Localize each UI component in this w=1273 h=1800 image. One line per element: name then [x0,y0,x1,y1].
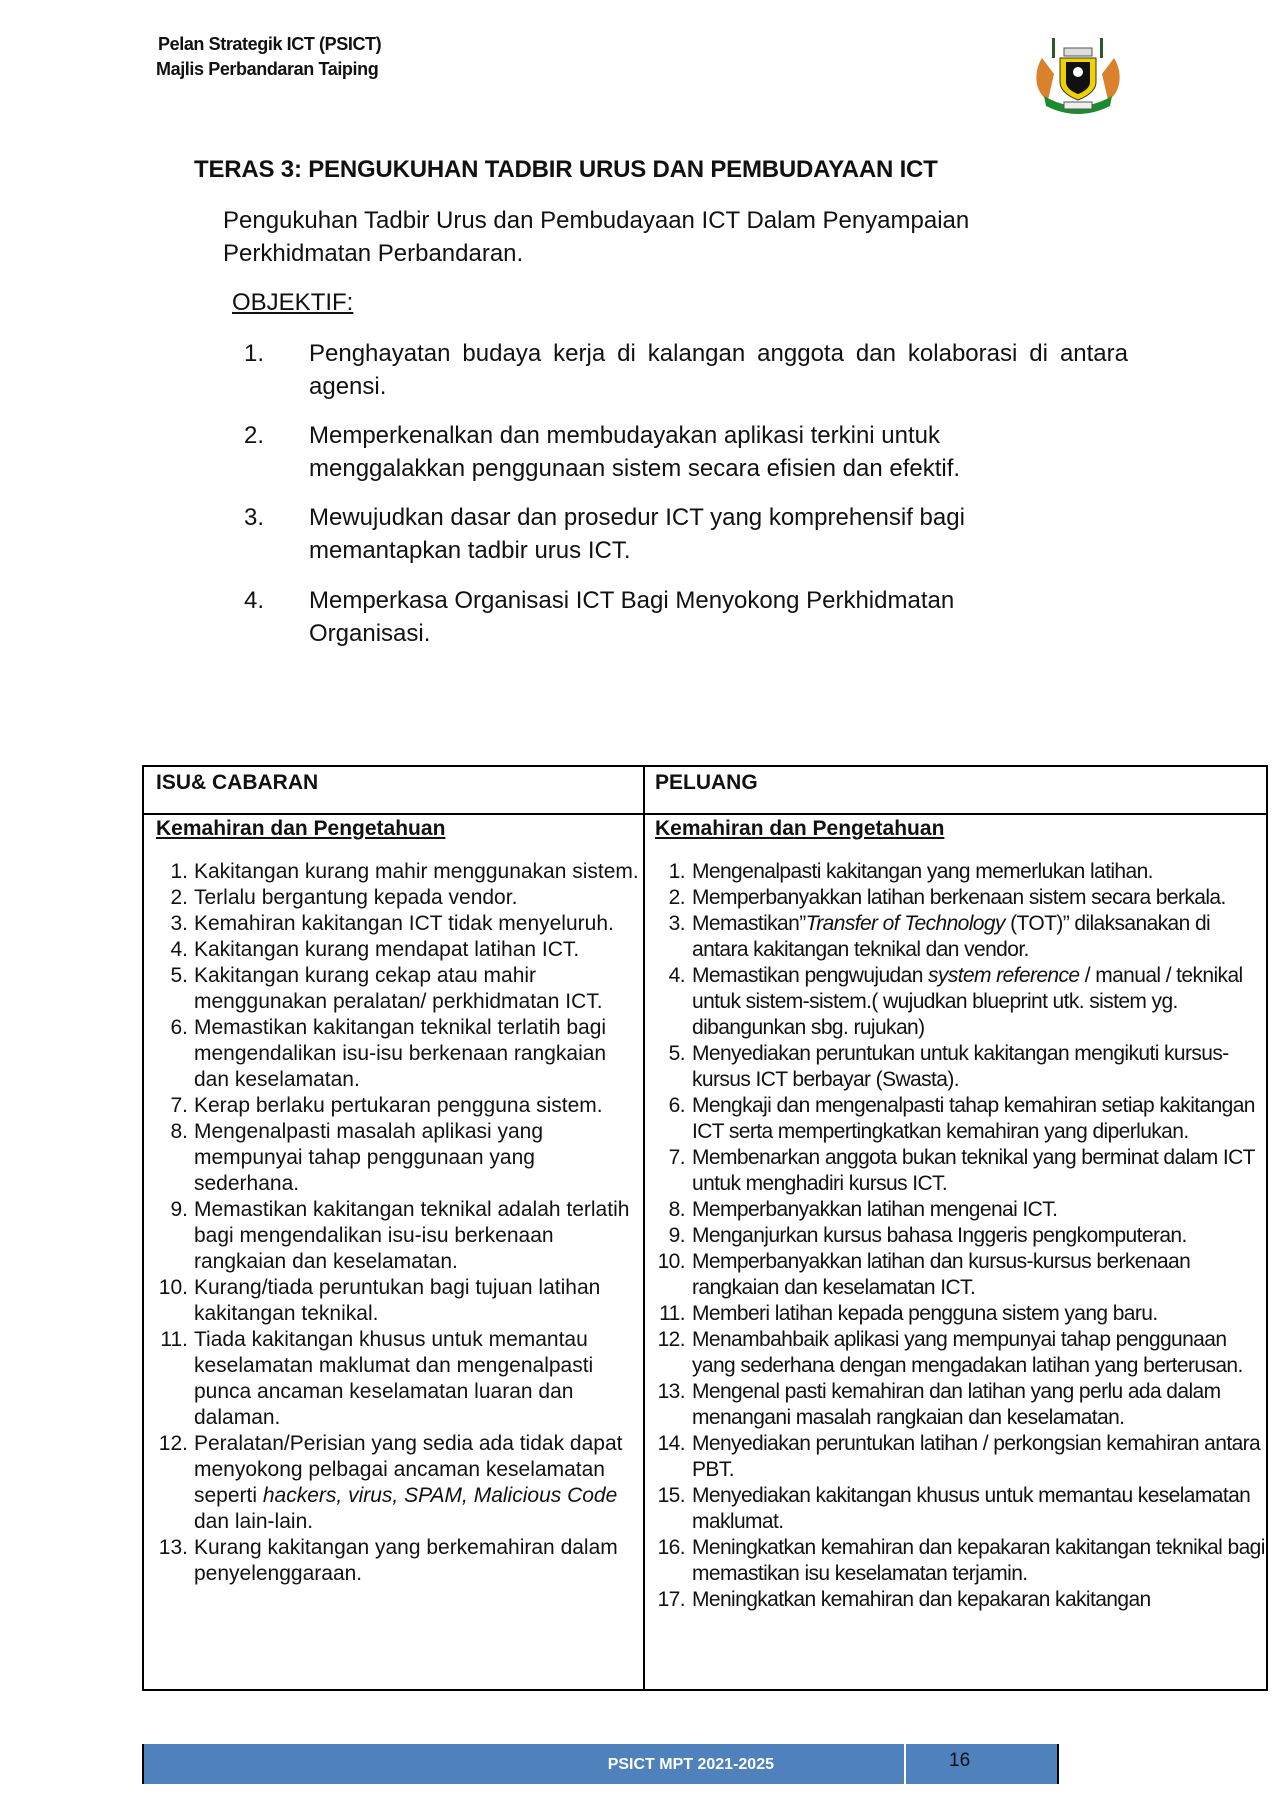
item-text: Memastikan”Transfer of Technology (TOT)” dilaksanakan di antara kakitangan teknikal dan vendor. [692,912,1211,961]
header-organization: Majlis Perbandaran Taiping [156,59,379,79]
item-text: Membenarkan anggota bukan teknikal yang berminat dalam ICT untuk menghadiri kursus ICT. [692,1146,1255,1195]
item-number: 2. [244,422,265,449]
item-text: Mewujudkan dasar dan prosedur ICT yang komprehensif bagi memantapkan tadbir urus ICT. [309,504,965,564]
item-number: 16. [657,1536,685,1559]
issues-list [144,859,641,1687]
column-header-isu-cabaran: ISU& CABARAN [156,771,319,794]
list-item [144,937,641,963]
item-text: Menyediakan peruntukan untuk kakitangan mengikuti kursus-kursus ICT berbayar (Swasta). [692,1042,1229,1091]
item-number: 4. [244,587,265,614]
item-number: 2. [170,886,188,909]
item-text: Meningkatkan kemahiran dan kepakaran kakitangan [692,1588,1151,1611]
item-text: Menambahbaik aplikasi yang mempunyai tahap penggunaan yang sederhana dengan mengadakan latihan yang berterusan. [692,1328,1243,1377]
section-title: TERAS 3: PENGUKUHAN TADBIR URUS DAN PEMBUDAYAAN ICT [194,156,938,183]
opportunities-list [647,859,1267,1687]
coat-of-arms-logo-icon [1030,34,1126,114]
list-item [144,1327,641,1431]
list-item [647,1301,1267,1327]
list-item [144,859,641,885]
list-item [647,1223,1267,1249]
item-text: Mengenalpasti masalah aplikasi yang mempunyai tahap penggunaan yang sederhana. [194,1120,544,1195]
item-number: 1. [170,860,188,883]
list-item [647,1483,1267,1535]
list-item [647,911,1267,963]
item-number: 11. [160,1328,188,1351]
list-item [144,963,641,1015]
item-text: Kerap berlaku pertukaran pengguna sistem. [194,1094,603,1117]
list-item [144,1093,641,1119]
item-text: Memperbanyakkan latihan dan kursus-kursus berkenaan rangkaian dan keselamatan ICT. [692,1250,1191,1299]
item-number: 5. [668,1042,685,1065]
item-number: 15. [657,1484,685,1507]
item-text: Menyediakan peruntukan latihan / perkongsian kemahiran antara PBT. [692,1432,1261,1481]
item-number: 7. [668,1146,685,1169]
item-number: 7. [170,1094,188,1117]
item-text: Meningkatkan kemahiran dan kepakaran kakitangan teknikal bagi memastikan isu keselamatan terjamin. [692,1536,1265,1585]
footer-divider [904,1744,906,1784]
item-number: 6. [668,1094,685,1117]
column-header-peluang: PELUANG [655,771,758,794]
list-item [647,1327,1267,1379]
item-number: 3. [170,912,188,935]
item-number: 14. [657,1432,685,1455]
list-item [647,1145,1267,1197]
item-number: 12. [657,1328,685,1351]
objective-item [244,419,1024,485]
item-number: 8. [170,1120,188,1143]
item-text: Tiada kakitangan khusus untuk memantau keselamatan maklumat dan mengenalpasti punca ancaman keselamatan luaran dan dalaman. [194,1328,594,1429]
item-number: 4. [170,938,188,961]
item-number: 3. [244,504,265,531]
list-item [144,1535,641,1587]
item-number: 13. [158,1536,188,1559]
section-subtitle: Pengukuhan Tadbir Urus dan Pembudayaan ICT Dalam Penyampaian Perkhidmatan Perbandaran. [223,207,970,267]
item-text: Mengenalpasti kakitangan yang memerlukan latihan. [692,860,1153,883]
item-number: 1. [668,860,685,883]
item-number: 11. [659,1302,685,1325]
list-item [647,963,1267,1041]
item-text: Memastikan pengwujudan system reference / manual / teknikal untuk sistem-sistem.( wujudkan blueprint utk. sistem yg. dibangunkan sbg. rujukan) [692,964,1243,1039]
list-item [144,1431,641,1535]
list-item [647,1587,1267,1613]
column-divider [643,767,645,1689]
list-item [647,1431,1267,1483]
list-item [647,885,1267,911]
item-text: Peralatan/Perisian yang sedia ada tidak dapat menyokong pelbagai ancaman keselamatan seperti hackers, virus, SPAM, Malicious Code dan lain-lain. [194,1432,623,1533]
item-number: 6. [170,1016,188,1039]
list-item [647,1197,1267,1223]
item-number: 5. [170,964,188,987]
item-text: Mengenal pasti kemahiran dan latihan yang perlu ada dalam menangani masalah rangkaian dan keselamatan. [692,1380,1221,1429]
item-text: Kurang kakitangan yang berkemahiran dalam penyelenggaraan. [194,1536,618,1585]
page-number: 16 [949,1750,971,1771]
item-number: 8. [668,1198,685,1221]
item-text: Penghayatan budaya kerja di kalangan anggota dan kolaborasi di antara agensi. [309,340,1128,400]
item-text: Kakitangan kurang cekap atau mahir menggunakan peralatan/ perkhidmatan ICT. [194,964,603,1013]
item-number: 9. [668,1224,685,1247]
item-text: Kemahiran kakitangan ICT tidak menyeluruh. [194,912,614,935]
header-doc-title: Pelan Strategik ICT (PSICT) [158,34,382,54]
item-number: 1. [244,340,265,367]
item-number: 10. [158,1276,188,1299]
item-text: Kakitangan kurang mendapat latihan ICT. [194,938,580,961]
item-text: Terlalu bergantung kepada vendor. [194,886,518,909]
list-item [144,911,641,937]
item-number: 10. [657,1250,685,1273]
item-number: 2. [668,886,685,909]
item-text: Memperkenalkan dan membudayakan aplikasi terkini untuk menggalakkan penggunaan sistem secara efisien dan efektif. [309,422,961,482]
list-item [144,1197,641,1275]
item-text: Memperbanyakkan latihan berkenaan sistem secara berkala. [692,886,1226,909]
item-number: 3. [668,912,685,935]
list-item [647,1041,1267,1093]
list-item [144,885,641,911]
item-number: 4. [668,964,685,987]
objective-item [244,584,1024,650]
item-text: Menyediakan kakitangan khusus untuk memantau keselamatan maklumat. [692,1484,1251,1533]
list-item [144,1275,641,1327]
item-number: 13. [657,1380,685,1403]
item-number: 17. [657,1588,685,1611]
footer-label: PSICT MPT 2021-2025 [607,1756,774,1773]
list-item [647,1535,1267,1587]
right-subheading: Kemahiran dan Pengetahuan [655,817,945,840]
item-number: 9. [170,1198,188,1221]
list-item [647,1379,1267,1431]
item-text: Memastikan kakitangan teknikal terlatih bagi mengendalikan isu-isu berkenaan rangkaian dan keselamatan. [194,1016,607,1091]
list-item [144,1015,641,1093]
list-item [144,1119,641,1197]
item-text: Kakitangan kurang mahir menggunakan sistem. [194,860,639,883]
header-divider [144,813,1266,815]
item-text: Kurang/tiada peruntukan bagi tujuan latihan kakitangan teknikal. [194,1276,601,1325]
issues-opportunities-table [142,765,1268,1691]
item-text: Menganjurkan kursus bahasa Inggeris pengkomputeran. [692,1224,1187,1247]
item-text: Memastikan kakitangan teknikal adalah terlatih bagi mengendalikan isu-isu berkenaan rangkaian dan keselamatan. [194,1198,630,1273]
page-footer [142,1744,1059,1784]
list-item [647,1093,1267,1145]
objektif-heading: OBJEKTIF: [232,289,354,316]
item-text: Mengkaji dan mengenalpasti tahap kemahiran setiap kakitangan ICT serta mempertingkatkan kemahiran yang diperlukan. [692,1094,1255,1143]
objective-item [244,501,1024,567]
left-subheading: Kemahiran dan Pengetahuan [156,817,446,840]
item-text: Memperbanyakkan latihan mengenai ICT. [692,1198,1058,1221]
item-text: Memperkasa Organisasi ICT Bagi Menyokong Perkhidmatan Organisasi. [309,587,955,647]
item-text: Memberi latihan kepada pengguna sistem yang baru. [692,1302,1158,1325]
list-item [647,859,1267,885]
item-number: 12. [158,1432,188,1455]
list-item [647,1249,1267,1301]
objective-item [244,337,1128,403]
